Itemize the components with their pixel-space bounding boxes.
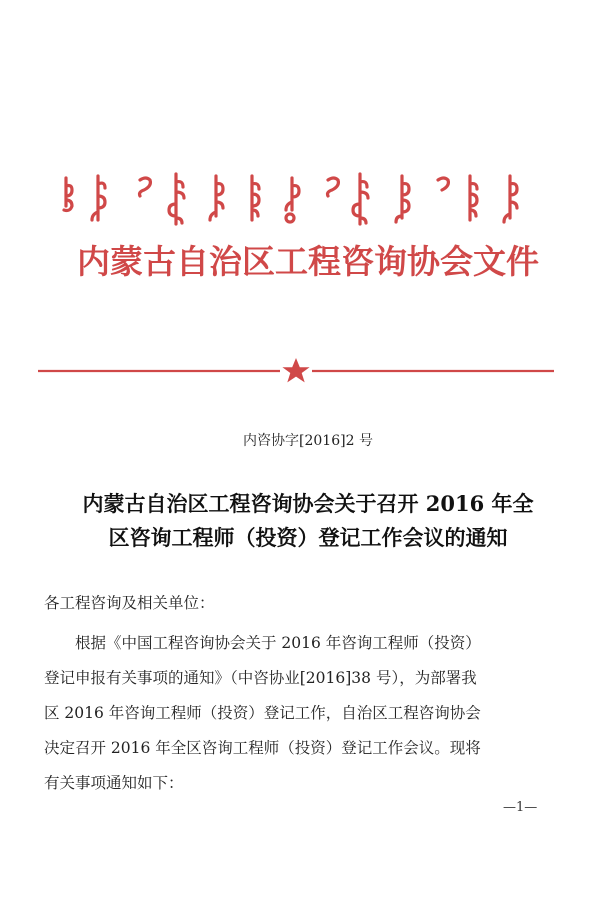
body-line: 区 2016 年咨询工程师（投资）登记工作，自治区工程咨询协会 [44,704,481,722]
document-title-line: 内蒙古自治区工程咨询协会关于召开 2016 年全 [82,491,534,516]
letterhead-divider [38,356,554,386]
document-title-line: 区咨询工程师（投资）登记工作会议的通知 [108,525,508,550]
body-line: 根据《中国工程咨询协会关于 2016 年咨询工程师（投资） [75,634,481,652]
body-line: 登记申报有关事项的通知》（中咨协业[2016]38 号），为部署我 [44,669,477,687]
body-line: 决定召开 2016 年全区咨询工程师（投资）登记工作会议。现将 [44,739,481,757]
mongolian-script-header [58,170,538,228]
letterhead-title: 内蒙古自治区工程咨询协会文件 [77,242,539,281]
body-paragraph [44,626,564,801]
document-number: 内咨协字[2016]2 号 [243,433,373,449]
body-line: 有关事项通知如下： [44,774,184,792]
page-number: —1— [503,800,538,815]
star-icon [282,358,309,382]
salutation: 各工程咨询及相关单位： [44,594,215,612]
document-title [40,487,576,555]
